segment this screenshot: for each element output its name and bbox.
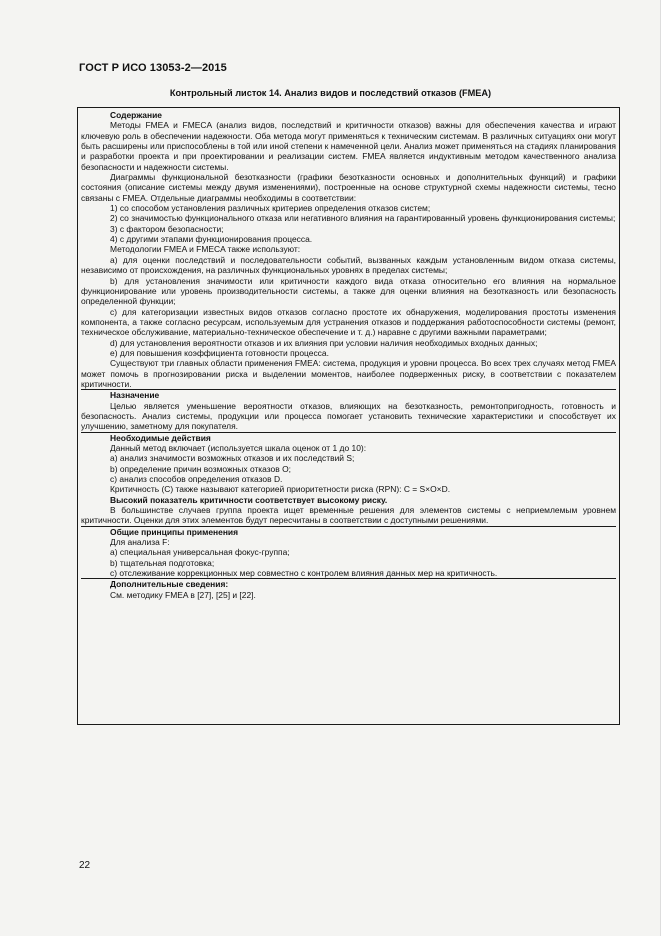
paragraph: В большинстве случаев группа проекта ищет временные решения для элементов системы с неприемлемым уровнем критичности. Оценки для этих элементов будут пересчитаны в соответствии с доступными решениями. xyxy=(81,505,616,526)
list-item: d) для установления вероятности отказов и их влияния при условии наличия необходимых входных данных; xyxy=(110,337,538,348)
formula-paragraph: Критичность (C) также называют категорией приоритетности риска (RPN): C = S×O×D. xyxy=(110,484,451,495)
paragraph: Данный метод включает (используется шкала оценок от 1 до 10): xyxy=(110,443,367,453)
paragraph: Существуют три главных области применения FMEA: система, продукция и уровни процесса. Во всех трех случаях метод FMEA может помочь в прогнозировании риска и выделении моментов, наиболее подверженных риску, в соответствии с показателем критичности. xyxy=(81,358,616,389)
list-item: c) отслеживание коррекционных мер совместно с контролем влияния данных мер на критичность. xyxy=(110,568,498,579)
section-heading: Содержание xyxy=(110,110,162,120)
emphasis-paragraph: Высокий показатель критичности соответствует высокому риску. xyxy=(110,494,388,505)
section-actions xyxy=(81,432,616,526)
section-heading: Назначение xyxy=(110,390,160,401)
list-item: b) для установления значимости или критичности каждого вида отказа относительно его влияния на нормальное функционирование или уровень производительности системы, а также для оценки влияния на безотказность или безопасность определенной функции; xyxy=(81,275,616,307)
section-additional xyxy=(81,578,616,600)
list-item: a) анализ значимости возможных отказов и их последствий S; xyxy=(110,453,355,464)
list-item: 1) со способом установления различных критериев определения отказов систем; xyxy=(110,203,431,214)
list-item: c) анализ способов определения отказов D. xyxy=(110,474,283,485)
standard-header: ГОСТ Р ИСО 13053-2—2015 xyxy=(79,62,227,74)
section-heading: Необходимые действия xyxy=(110,432,211,443)
list-item: e) для повышения коэффициента готовности процесса. xyxy=(110,347,329,358)
section-content xyxy=(81,110,616,389)
list-item: b) определение причин возможных отказов O; xyxy=(110,463,291,474)
list-item: c) для категоризации известных видов отказов согласно простоте их обнаружения, моделирования простоты изменения компонента, а также согласно ресурсам, используемым для устранения отказов и поддержания работоспособности системы (ремонт, техническое обслуживание, материально-техническое обеспечение и т. д.) наравне с другими важными параметрами; xyxy=(81,306,616,338)
checklist-table xyxy=(77,107,620,725)
section-heading: Дополнительные сведения: xyxy=(110,579,229,590)
page-number: 22 xyxy=(79,860,91,871)
list-item: 3) с фактором безопасности; xyxy=(110,223,224,234)
paragraph: Методы FMEA и FMECA (анализ видов, последствий и критичности отказов) важны для обеспечения качества и играют ключевую роль в обеспечении надежности. Оба метода могут применяться к техническим системам. В различных ситуациях они могут быть расширены или приспособлены в той или иной степени к намеченной цели. Анализ может применяться на стадиях планирования и разработки проекта и при проектировании и реализации систем. FMEA является индуктивным методом качественного анализа безопасности и надежности системы. xyxy=(81,120,616,172)
list-item: b) тщательная подготовка; xyxy=(110,557,215,568)
list-item: 2) со значимостью функционального отказа или негативного влияния на гарантированный уровень функционирования системы; xyxy=(110,213,616,224)
reference-paragraph: См. методику FMEA в [27], [25] и [22]. xyxy=(110,589,256,600)
list-item: 4) с другими этапами функционирования процесса. xyxy=(110,234,313,245)
section-purpose xyxy=(81,389,616,431)
paragraph: Для анализа F: xyxy=(110,537,170,548)
paragraph: Диаграммы функциональной безотказности (графики безотказности основных и дополнительных функций) и графики состояния (описание системы между двумя изменениями), построенные на основе структурной схемы надежности системы, тесно связаны с FMEA. Отдельные диаграммы необходимы в соответствии: xyxy=(81,172,616,203)
section-principles xyxy=(81,526,616,579)
section-heading: Общие принципы применения xyxy=(110,526,239,537)
paragraph: Целью является уменьшение вероятности отказов, влияющих на безотказность, ремонтопригодность, готовность и безопасность. Анализ системы, продукции или процесса помогает установить технические характеристики и способствует их улучшению, заметному для покупателя. xyxy=(81,400,616,432)
paragraph: Методологии FMEA и FMECA также используют: xyxy=(110,244,301,255)
table-title: Контрольный листок 14. Анализ видов и последствий отказов (FMEA) xyxy=(169,88,492,98)
list-item: a) для оценки последствий и последовательности событий, вызванных каждым установленным видом отказа системы, независимо от происхождения, на различных функциональных уровнях в пределах системы; xyxy=(81,254,616,276)
list-item: a) специальная универсальная фокус-группа; xyxy=(110,547,290,558)
